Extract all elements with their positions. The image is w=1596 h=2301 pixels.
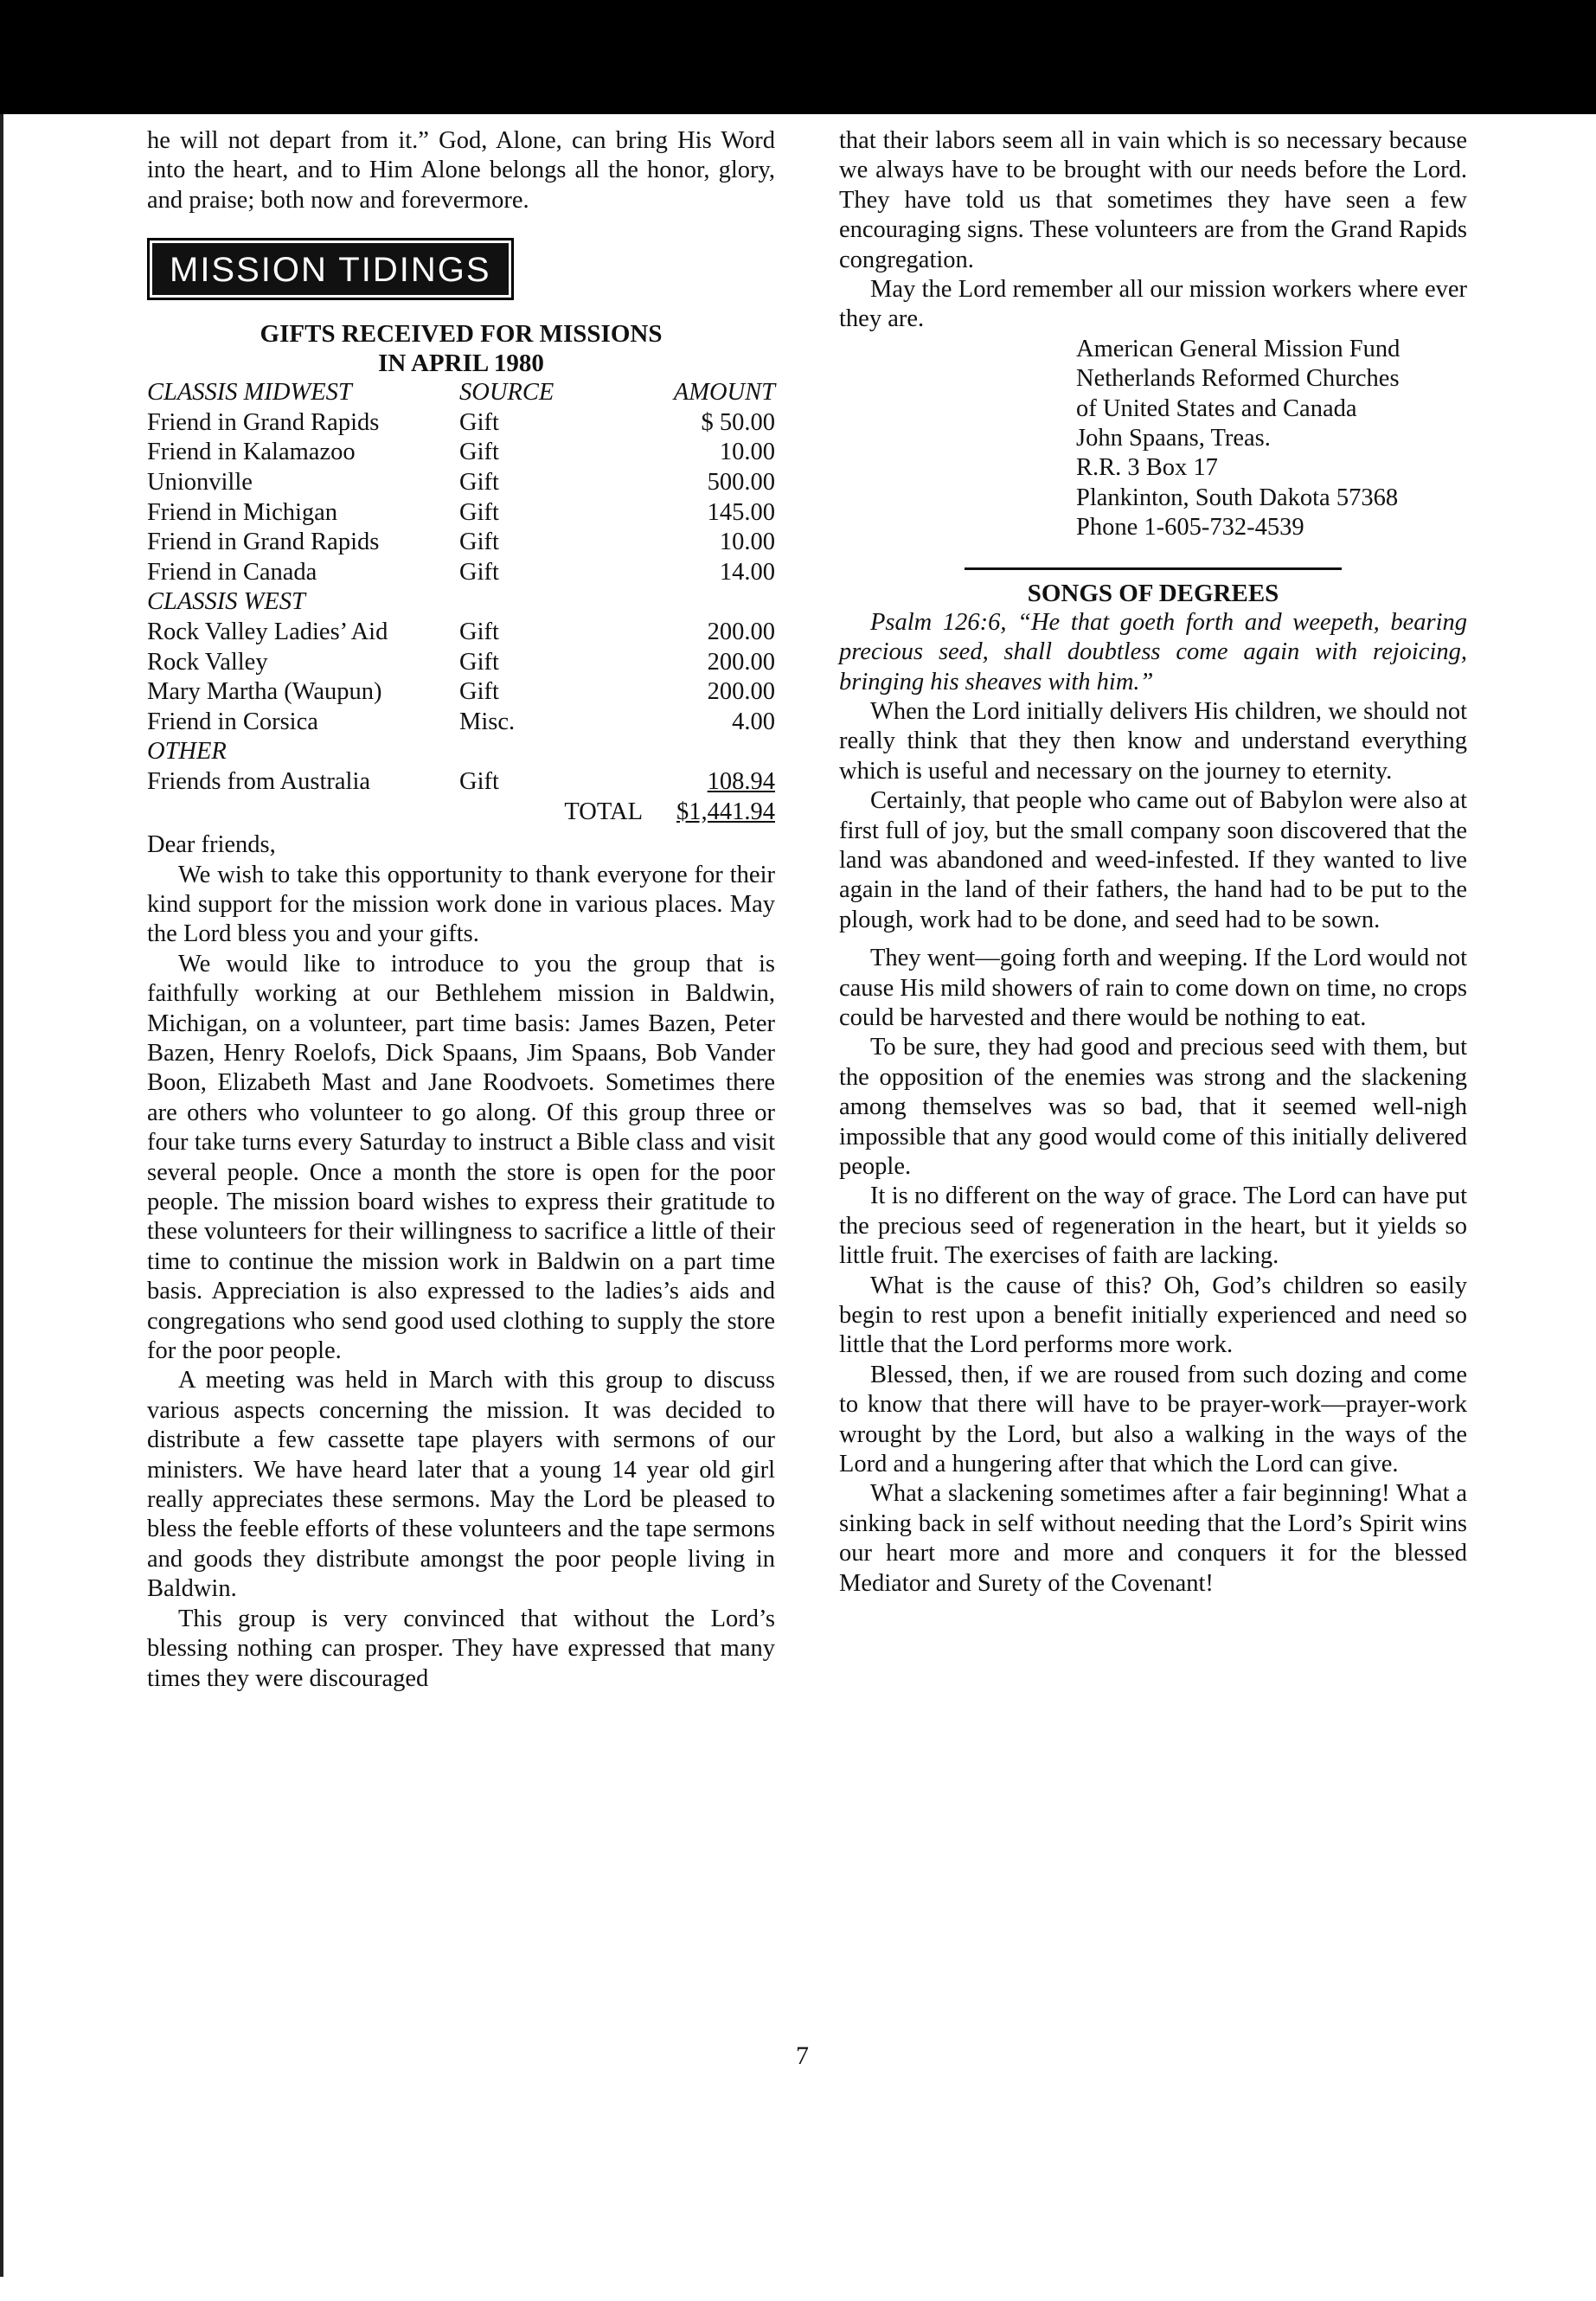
- section-divider: [965, 567, 1342, 570]
- row-amount: 108.94: [707, 767, 775, 795]
- total-spacer: [147, 798, 459, 828]
- other-label: OTHER: [147, 738, 227, 766]
- row-amount: 4.00: [732, 708, 775, 735]
- table-row: [147, 498, 775, 529]
- row-name: Friend in Grand Rapids: [147, 408, 380, 436]
- row-name: Friends from Australia: [147, 767, 371, 795]
- address-line: Plankinton, South Dakota 57368: [1076, 484, 1399, 511]
- row-name: Rock Valley: [147, 648, 268, 676]
- article-paragraph-2: Certainly, that people who came out of Babylon were also at first full of joy, but the small company soon discovered that the land was abandoned and weed-infested. If they wanted to live again in the land of their fathers, the hand had to be put to the plough, work had to be done, and seed had to be sown.: [839, 787, 1467, 933]
- mission-tidings-title: MISSION TIDINGS: [152, 243, 509, 295]
- table-row: [147, 648, 775, 678]
- table-row: [147, 558, 775, 588]
- remember-paragraph: May the Lord remember all our mission workers where ever they are.: [839, 276, 1467, 333]
- letter-paragraph-4: This group is very convinced that without the Lord’s blessing nothing can prosper. They have expressed that many times they were discouraged: [147, 1605, 775, 1692]
- row-source: Gift: [459, 498, 499, 526]
- row-amount: 200.00: [707, 648, 775, 676]
- scan-top-border: [0, 0, 1596, 114]
- address-line: American General Mission Fund: [1076, 335, 1401, 362]
- row-name: Friend in Kalamazoo: [147, 439, 356, 466]
- row-name: Friend in Corsica: [147, 708, 318, 735]
- table-row: [147, 438, 775, 468]
- right-column: [839, 126, 1467, 1599]
- row-amount: 10.00: [719, 529, 775, 556]
- mission-tidings-banner: [147, 238, 514, 300]
- mailing-address: [1076, 335, 1467, 543]
- table-row: [147, 618, 775, 648]
- row-source: Gift: [459, 678, 499, 706]
- page-number: 7: [796, 2041, 809, 2070]
- total-row: [147, 798, 775, 828]
- table-row: [147, 468, 775, 498]
- table-row: [147, 767, 775, 798]
- address-line: of United States and Canada: [1076, 394, 1357, 422]
- row-amount: 14.00: [719, 558, 775, 586]
- article-paragraph-1: When the Lord initially delivers His children, we should not really think that they then know and understand everything which is useful and necessary on the journey to eternity.: [839, 697, 1467, 785]
- row-source: Gift: [459, 767, 499, 795]
- article-paragraph-7: Blessed, then, if we are roused from such dozing and come to know that there will have to be prayer-work—prayer-work wrought by the Lord, but also a walking in the ways of the Lord and a hungering after that which the Lord can give.: [839, 1361, 1467, 1478]
- gifts-table: [147, 378, 775, 827]
- other-heading: [147, 737, 775, 767]
- left-column: [147, 126, 775, 1694]
- table-row: [147, 677, 775, 708]
- gifts-title-line1: GIFTS RECEIVED FOR MISSIONS: [260, 320, 663, 349]
- total-amount: $1,441.94: [676, 798, 775, 825]
- row-name: Rock Valley Ladies’ Aid: [147, 618, 388, 645]
- row-source: Gift: [459, 439, 499, 466]
- row-name: Friend in Canada: [147, 558, 317, 586]
- row-amount: 145.00: [707, 498, 775, 526]
- row-name: Mary Martha (Waupun): [147, 678, 382, 706]
- row-amount: $ 50.00: [701, 408, 775, 436]
- header-amount: AMOUNT: [673, 379, 775, 407]
- article-paragraph-6: What is the cause of this? Oh, God’s children so easily begin to rest upon a benefit initially experienced and need so little that the Lord performs more work.: [839, 1272, 1467, 1359]
- table-header: [147, 378, 775, 408]
- row-amount: 500.00: [707, 469, 775, 496]
- classis-west-heading: [147, 587, 775, 618]
- letter-paragraph-1: We wish to take this opportunity to thank everyone for their kind support for the mission work done in various places. May the Lord bless you and your gifts.: [147, 861, 775, 948]
- row-source: Misc.: [459, 708, 516, 735]
- gifts-title: [147, 319, 775, 378]
- gifts-title-line2: IN APRIL 1980: [378, 349, 544, 378]
- table-row: [147, 528, 775, 558]
- table-row: [147, 408, 775, 439]
- header-source: SOURCE: [459, 379, 554, 407]
- row-name: Friend in Michigan: [147, 498, 338, 526]
- intro-paragraph: he will not depart from it.” God, Alone, can bring His Word into the heart, and to Him Alone belongs all the honor, glory, and praise; both now and forevermore.: [147, 127, 775, 214]
- row-source: Gift: [459, 618, 499, 645]
- article-paragraph-5: It is no different on the way of grace. The Lord can have put the precious seed of regeneration in the heart, but it yields so little fruit. The exercises of faith are lacking.: [839, 1183, 1467, 1270]
- article-paragraph-8: What a slackening sometimes after a fair beginning! What a sinking back in self without needing that the Lord’s Spirit wins our heart more and more and conquers it for the blessed Mediator and Surety of the Covenant!: [839, 1480, 1467, 1597]
- row-name: Unionville: [147, 469, 253, 496]
- psalm-quote: Psalm 126:6, “He that goeth forth and weepeth, bearing precious seed, shall doubtless come again with rejoicing, bringing his sheaves with him.”: [839, 608, 1467, 695]
- address-line: R.R. 3 Box 17: [1076, 454, 1218, 482]
- address-line: Phone 1-605-732-4539: [1076, 514, 1304, 542]
- row-source: Gift: [459, 408, 499, 436]
- salutation: Dear friends,: [147, 831, 276, 859]
- row-amount: 10.00: [719, 439, 775, 466]
- row-amount: 200.00: [707, 678, 775, 706]
- scan-left-edge: [0, 114, 3, 2277]
- row-source: Gift: [459, 469, 499, 496]
- letter-paragraph-2: We would like to introduce to you the group that is faithfully working at our Bethlehem mission in Baldwin, Michigan, on a volunteer, part time basis: James Bazen, Peter Bazen, Henry Roelofs, Dick Spaans, Jim Spaans, Bob Vander Boon, Elizabeth Mast and Jane Roodvoets. Sometimes there are others who volunteer to go along. Of this group three or four take turns every Saturday to instruct a Bible class and visit several people. Once a month the store is open for the poor people. The mission board wishes to express their gratitude to these volunteers for their willingness to sacrifice a little of their time to continue the mission work in Baldwin on a part time basis. Appreciation is also expressed to the ladies’s aids and congregations who send good used clothing to supply the store for the poor people.: [147, 950, 775, 1365]
- letter-paragraph-3: A meeting was held in March with this group to discuss various aspects concerning the mission. It was decided to distribute a few cassette tape players with sermons of our ministers. We have heard later that a young 14 year old girl really appreciates these sermons. May the Lord be pleased to bless the feeble efforts of these volunteers and the tape sermons and goods they distribute amongst the poor people living in Baldwin.: [147, 1367, 775, 1603]
- row-source: Gift: [459, 648, 499, 676]
- address-line: John Spaans, Treas.: [1076, 425, 1271, 452]
- row-source: Gift: [459, 529, 499, 556]
- address-line: Netherlands Reformed Churches: [1076, 365, 1400, 393]
- total-label: TOTAL: [564, 798, 643, 825]
- songs-of-degrees-title: SONGS OF DEGREES: [1027, 579, 1279, 607]
- continuation-paragraph: that their labors seem all in vain which is so necessary because we always have to be brought with our needs before the Lord. They have told us that sometimes they have seen a few encouraging signs. These volunteers are from the Grand Rapids congregation.: [839, 127, 1467, 273]
- article-paragraph-4: To be sure, they had good and precious seed with them, but the opposition of the enemies was strong and the slackening among themselves was so bad, that it seemed well-nigh impossible that any good would come of this initially delivered people.: [839, 1034, 1467, 1180]
- article-paragraph-3: They went—going forth and weeping. If the Lord would not cause His mild showers of rain to come down on time, no crops could be harvested and there would be nothing to eat.: [839, 945, 1467, 1031]
- row-source: Gift: [459, 558, 499, 586]
- header-classis-midwest: CLASSIS MIDWEST: [147, 379, 352, 407]
- row-name: Friend in Grand Rapids: [147, 529, 380, 556]
- classis-west-label: CLASSIS WEST: [147, 588, 305, 616]
- table-row: [147, 708, 775, 738]
- row-amount: 200.00: [707, 618, 775, 645]
